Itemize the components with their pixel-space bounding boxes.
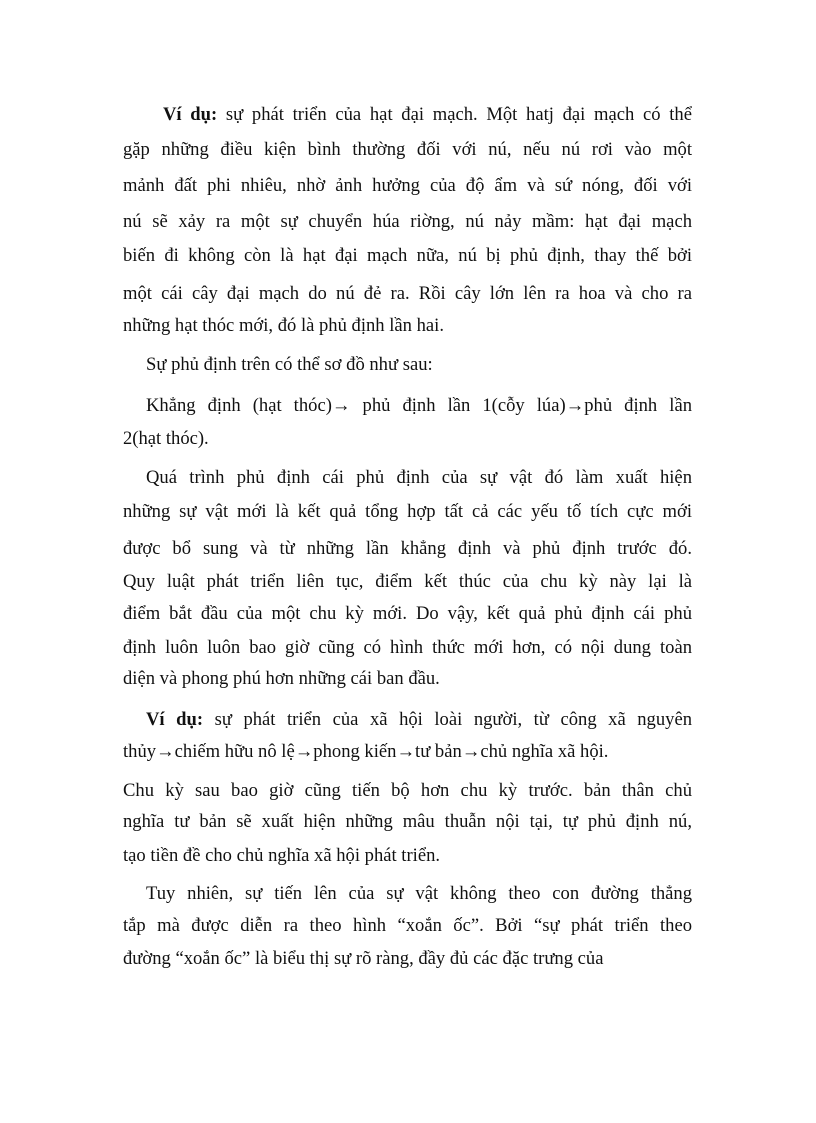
text-run: điểm bắt đầu của một chu kỳ mới. Do vậy, kết quả phủ định cái phủ xyxy=(123,603,692,624)
text-run: sự phát triển của xã hội loài người, từ công xã nguyên xyxy=(203,709,693,730)
example-label: Ví dụ: xyxy=(163,104,218,125)
text-line xyxy=(123,668,440,690)
text-run: Quá trình phủ định cái phủ định của sự vật đó làm xuất hiện xyxy=(146,467,692,488)
text-line xyxy=(123,211,692,233)
text-run: thủy→chiếm hữu nô lệ→phong kiến→tư bản→chủ nghĩa xã hội. xyxy=(123,741,609,762)
text-line xyxy=(123,501,692,523)
text-line xyxy=(123,637,692,659)
text-line xyxy=(146,467,692,489)
text-line xyxy=(123,139,692,161)
text-run: mảnh đất phi nhiêu, nhờ ảnh hưởng của độ ẩm và sứ nóng, đối với xyxy=(123,175,692,196)
text-line xyxy=(123,245,692,267)
text-line xyxy=(123,315,444,337)
text-line xyxy=(123,283,692,305)
text-run: tắp mà được diễn ra theo hình “xoắn ốc”. Bởi “sự phát triển theo xyxy=(123,915,692,936)
text-run: Sự phủ định trên có thể sơ đồ như sau: xyxy=(146,354,433,375)
text-run: nú sẽ xảy ra một sự chuyển húa riờng, nú nảy mầm: hạt đại mạch xyxy=(123,211,692,232)
text-run: biến đi không còn là hạt đại mạch nữa, nú bị phủ định, thay thế bởi xyxy=(123,245,692,266)
text-line xyxy=(123,741,608,763)
text-run: Chu kỳ sau bao giờ cũng tiến bộ hơn chu kỳ trước. bản thân chủ xyxy=(123,780,692,801)
text-line xyxy=(123,811,692,833)
text-run: tạo tiền đề cho chủ nghĩa xã hội phát triển. xyxy=(123,845,441,866)
text-line xyxy=(163,104,692,126)
text-run: một cái cây đại mạch do nú đẻ ra. Rồi cây lớn lên ra hoa và cho ra xyxy=(123,283,692,304)
text-run: đường “xoắn ốc” là biểu thị sự rõ ràng, đầy đủ các đặc trưng của xyxy=(123,948,604,969)
text-line xyxy=(123,571,692,593)
text-run: Tuy nhiên, sự tiến lên của sự vật không theo con đường thẳng xyxy=(146,883,692,904)
text-run: nghĩa tư bản sẽ xuất hiện những mâu thuẫn nội tại, tự phủ định nú, xyxy=(123,811,692,832)
text-run: Quy luật phát triển liên tục, điểm kết thúc của chu kỳ này lại là xyxy=(123,571,692,592)
text-line xyxy=(146,354,433,376)
text-run: sự phát triển của hạt đại mạch. Một hatj đại mạch có thể xyxy=(217,104,692,125)
text-line xyxy=(146,395,692,417)
text-line xyxy=(123,428,209,450)
text-run: gặp những điều kiện bình thường đối với nú, nếu nú rơi vào một xyxy=(123,139,692,160)
text-line xyxy=(123,915,692,937)
text-line xyxy=(123,538,692,560)
text-run: diện và phong phú hơn những cái ban đầu. xyxy=(123,668,440,689)
text-run: 2(hạt thóc). xyxy=(123,428,209,449)
text-run: Khẳng định (hạt thóc)→ phủ định lần 1(cỗy lúa)→phủ định lần xyxy=(146,395,692,416)
text-line xyxy=(123,780,692,802)
text-line xyxy=(123,175,692,197)
example-label: Ví dụ: xyxy=(146,709,204,730)
text-line xyxy=(123,948,603,970)
text-run: được bổ sung và từ những lần khẳng định và phủ định trước đó. xyxy=(123,538,692,559)
text-run: những sự vật mới là kết quả tổng hợp tất cả các yếu tố tích cực mới xyxy=(123,501,692,522)
text-line xyxy=(146,709,692,731)
text-run: những hạt thóc mới, đó là phủ định lần hai. xyxy=(123,315,444,336)
text-run: định luôn luôn bao giờ cũng có hình thức mới hơn, có nội dung toàn xyxy=(123,637,692,658)
text-line xyxy=(123,603,692,625)
text-line xyxy=(123,845,440,867)
text-line xyxy=(146,883,692,905)
